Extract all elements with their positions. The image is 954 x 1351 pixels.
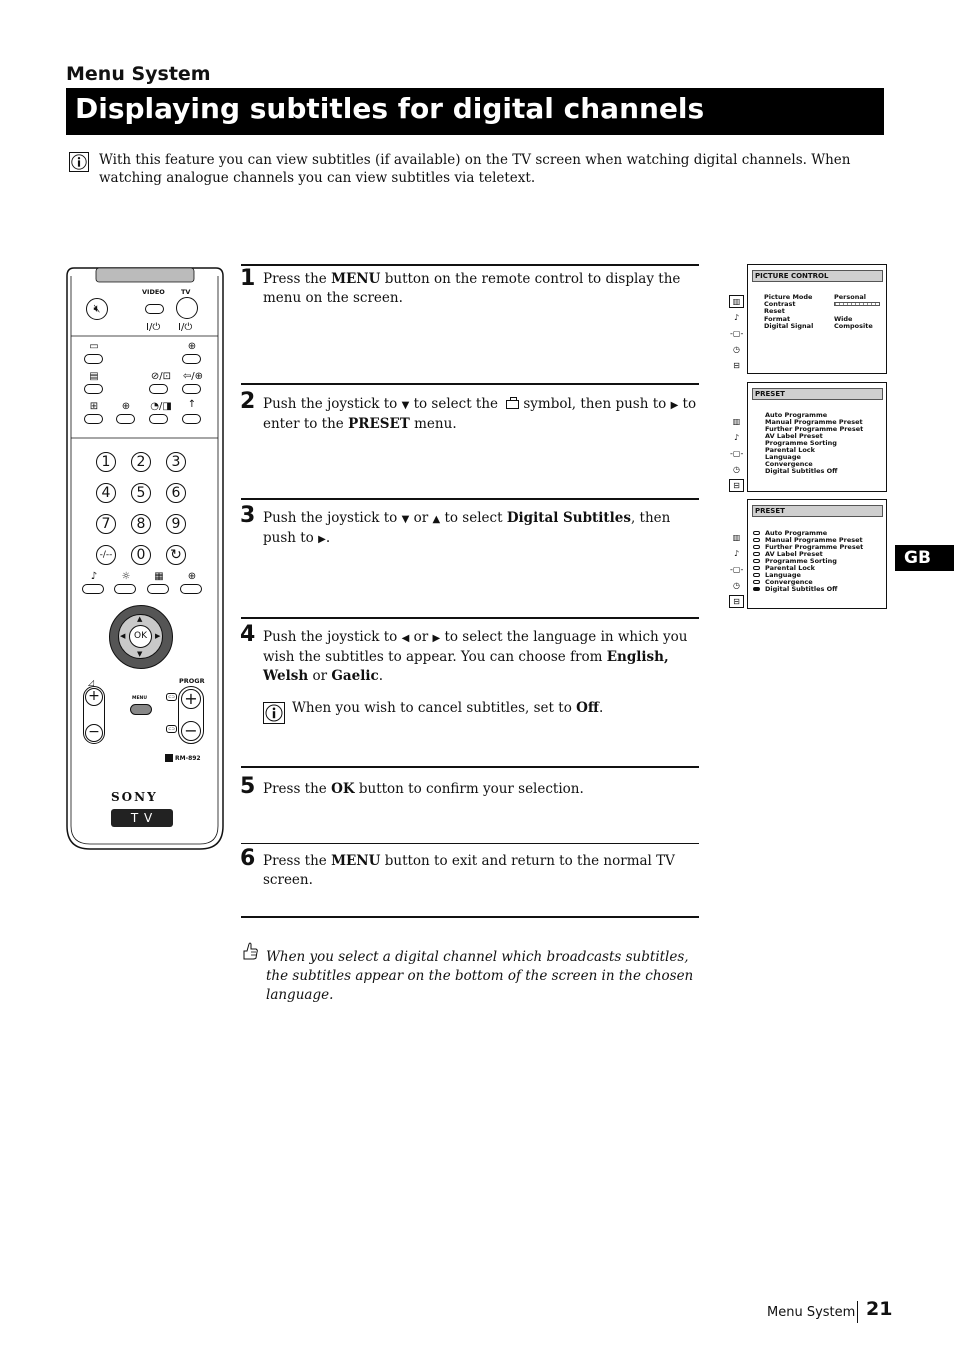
section-label: Menu System bbox=[66, 63, 211, 85]
menu-value: Wide bbox=[834, 315, 853, 323]
tv-badge: T V bbox=[111, 809, 173, 827]
mute-button[interactable] bbox=[86, 298, 108, 320]
screen-adjust-icon: ⊕ bbox=[187, 571, 197, 582]
sound-icon: ♪ bbox=[729, 311, 744, 324]
step-number: 2 bbox=[240, 389, 256, 414]
selected-option-radio bbox=[753, 587, 760, 591]
programme-down-icon: − bbox=[181, 721, 201, 741]
display-icon: ▭ bbox=[89, 341, 99, 352]
menu-label: MENU bbox=[132, 696, 147, 701]
remote-control-illustration bbox=[66, 266, 224, 851]
number-4-button[interactable]: 4 bbox=[96, 483, 116, 503]
preset-icon: ⊟ bbox=[729, 595, 744, 608]
preset-icon: ⊟ bbox=[729, 359, 744, 372]
menu-item: Auto Programme bbox=[765, 411, 828, 419]
preset-selection-screen bbox=[730, 499, 887, 609]
p-p-icon: ⊂⊃ bbox=[166, 725, 177, 733]
joystick-right-arrow: ▶ bbox=[155, 632, 161, 640]
teletext-icon: ▤ bbox=[89, 371, 99, 382]
brand-logo: SONY bbox=[111, 790, 158, 804]
menu-item: Parental Lock bbox=[765, 564, 815, 572]
joystick-down-arrow: ▼ bbox=[137, 650, 143, 658]
option-radio bbox=[753, 552, 760, 556]
a-b-icon: ⊂⊃ bbox=[166, 693, 177, 701]
volume-up-icon: + bbox=[85, 688, 103, 706]
hold-icon: ⊘/⊡ bbox=[150, 371, 172, 382]
teletext-button[interactable] bbox=[84, 384, 103, 394]
page-title: Displaying subtitles for digital channels bbox=[75, 92, 705, 125]
step-6-text: Press the MENU button to exit and return to the normal TV screen. bbox=[263, 853, 675, 888]
sound-icon: ♪ bbox=[729, 431, 744, 444]
number-0-button[interactable]: 0 bbox=[131, 545, 151, 565]
footer-section-label: Menu System bbox=[767, 1305, 856, 1320]
timer-icon: ◷ bbox=[729, 579, 744, 592]
sound-mode-icon: ♪ bbox=[90, 571, 98, 582]
step-4-note: When you wish to cancel subtitles, set to Off. bbox=[292, 700, 604, 716]
number-7-button[interactable]: 7 bbox=[96, 514, 116, 534]
option-radio bbox=[753, 531, 760, 535]
preset-toolbox-icon bbox=[506, 400, 519, 409]
number-1-button[interactable]: 1 bbox=[96, 452, 116, 472]
menu-item: AV Label Preset bbox=[765, 550, 823, 558]
joystick-up-arrow: ▲ bbox=[137, 615, 143, 623]
input-select-icon: ⇦/⊕ bbox=[182, 371, 204, 382]
step-divider bbox=[241, 264, 699, 266]
text-mode-button[interactable] bbox=[84, 414, 103, 424]
number-6-button[interactable]: 6 bbox=[166, 483, 186, 503]
menu-item: Picture Mode bbox=[764, 293, 813, 301]
option-radio bbox=[753, 538, 760, 542]
info-icon bbox=[69, 152, 89, 172]
menu-item: Further Programme Preset bbox=[765, 425, 864, 433]
menu-item: Digital Signal bbox=[764, 322, 814, 330]
step-5-text: Press the OK button to confirm your selection. bbox=[263, 781, 584, 797]
joystick-left-arrow: ◀ bbox=[120, 632, 126, 640]
wide-mode-icon: ▦ bbox=[154, 571, 164, 582]
menu-value: Composite bbox=[834, 322, 873, 330]
option-radio bbox=[753, 580, 760, 584]
step-4-text: Push the joystick to ◀ or ▶ to select the language in which you wish the subtitles to appear. You can choose from English, Welsh or Gaelic. bbox=[263, 629, 688, 684]
volume-down-icon: − bbox=[85, 724, 103, 742]
number-5-button[interactable]: 5 bbox=[131, 483, 151, 503]
info-button[interactable] bbox=[182, 354, 201, 364]
number-2-button[interactable]: 2 bbox=[131, 452, 151, 472]
tv-label: TV bbox=[181, 288, 191, 296]
step-number: 1 bbox=[240, 266, 256, 291]
option-radio bbox=[753, 559, 760, 563]
language-tab: GB bbox=[895, 545, 954, 571]
screen-header: PRESET bbox=[752, 505, 883, 517]
menu-item: Language bbox=[765, 453, 801, 461]
menu-item: Convergence bbox=[765, 460, 813, 468]
picture-icon: ▥ bbox=[729, 415, 744, 428]
step-divider bbox=[241, 766, 699, 768]
remote-model-badge-icon bbox=[165, 754, 173, 762]
picture-mode-icon: ☼ bbox=[121, 571, 131, 582]
programme-rocker[interactable] bbox=[178, 686, 204, 744]
info-icon: ⊕ bbox=[187, 341, 197, 352]
input-select-button[interactable] bbox=[182, 384, 201, 394]
tv-standby-button[interactable] bbox=[176, 297, 198, 319]
ok-button[interactable]: OK bbox=[129, 625, 152, 648]
wide-mode-button[interactable] bbox=[147, 584, 169, 594]
step-divider bbox=[241, 617, 699, 619]
remote-model-label: RM-892 bbox=[175, 755, 201, 762]
menu-item: Parental Lock bbox=[765, 446, 815, 454]
step-2-text: Push the joystick to ▼ to select the symbol, then push to ▶ to enter to the PRESET menu. bbox=[263, 396, 697, 432]
hint-hand-icon bbox=[241, 941, 259, 961]
menu-item: Format bbox=[764, 315, 791, 323]
step-divider bbox=[241, 498, 699, 500]
footer-divider bbox=[857, 1301, 858, 1323]
menu-item: Contrast bbox=[764, 300, 796, 308]
page-number: 21 bbox=[866, 1298, 893, 1320]
option-radio bbox=[753, 545, 760, 549]
menu-value: Personal bbox=[834, 293, 866, 301]
hold-button[interactable] bbox=[149, 384, 168, 394]
menu-item: Digital Subtitles Off bbox=[765, 585, 838, 593]
up-arrow-icon: ↑ bbox=[187, 399, 197, 410]
jump-button[interactable] bbox=[166, 545, 186, 565]
info-icon bbox=[263, 702, 285, 724]
picture-icon: ▥ bbox=[729, 531, 744, 544]
picture-mode-button[interactable] bbox=[114, 584, 136, 594]
step-number: 6 bbox=[240, 846, 256, 871]
display-button[interactable] bbox=[84, 354, 103, 364]
text-mode-icon: ⊞ bbox=[89, 401, 99, 412]
position-button[interactable] bbox=[182, 414, 201, 424]
step-divider bbox=[241, 916, 699, 918]
picture-icon: ▥ bbox=[729, 295, 744, 308]
timer-icon: ◷ bbox=[729, 343, 744, 356]
option-radio bbox=[753, 566, 760, 570]
sound-icon: ♪ bbox=[729, 547, 744, 560]
step-number: 3 bbox=[240, 503, 256, 528]
step-number: 5 bbox=[240, 774, 256, 799]
progr-label: PROGR bbox=[179, 677, 205, 685]
option-radio bbox=[753, 573, 760, 577]
video-standby-label: I/⏻ bbox=[146, 322, 161, 333]
menu-item: Manual Programme Preset bbox=[765, 418, 863, 426]
volume-rocker[interactable] bbox=[83, 686, 105, 744]
tv-standby-label: I/⏻ bbox=[178, 322, 193, 333]
screen-header: PRESET bbox=[752, 388, 883, 400]
features-icon: -▢- bbox=[730, 449, 744, 458]
menu-item: Further Programme Preset bbox=[765, 543, 864, 551]
menu-item: Convergence bbox=[765, 578, 813, 586]
intro-paragraph: With this feature you can view subtitles (if available) on the TV screen when watching digital channels. When watching analogue channels you can view subtitles via teletext. bbox=[99, 152, 851, 186]
step-1-text: Press the MENU button on the remote control to display the menu on the screen. bbox=[263, 271, 681, 306]
menu-item: Digital Subtitles Off bbox=[765, 467, 838, 475]
title-bar bbox=[66, 88, 884, 135]
step-3-text: Push the joystick to ▼ or ▲ to select Digital Subtitles, then push to ▶. bbox=[263, 510, 671, 546]
jump-icon: ↻ bbox=[170, 547, 182, 563]
menu-item: Programme Sorting bbox=[765, 557, 837, 565]
screen-adjust-button[interactable] bbox=[180, 584, 202, 594]
reveal-button[interactable] bbox=[116, 414, 135, 424]
video-label: VIDEO bbox=[142, 288, 165, 296]
timer-icon: ◷ bbox=[729, 463, 744, 476]
menu-item: Auto Programme bbox=[765, 529, 828, 537]
sound-mode-button[interactable] bbox=[82, 584, 104, 594]
pip-button[interactable] bbox=[149, 414, 168, 424]
reveal-icon: ⊕ bbox=[121, 401, 131, 412]
menu-item: Programme Sorting bbox=[765, 439, 837, 447]
contrast-slider bbox=[834, 302, 880, 306]
step-divider bbox=[241, 843, 699, 844]
joystick[interactable] bbox=[109, 605, 173, 669]
number-9-button[interactable]: 9 bbox=[166, 514, 186, 534]
number-8-button[interactable]: 8 bbox=[131, 514, 151, 534]
menu-item: Reset bbox=[764, 307, 785, 315]
features-icon: -▢- bbox=[730, 329, 744, 338]
step-divider bbox=[241, 383, 699, 385]
menu-item: Manual Programme Preset bbox=[765, 536, 863, 544]
features-icon: -▢- bbox=[730, 565, 744, 574]
tip-text: When you select a digital channel which broadcasts subtitles, the subtitles appear on the bottom of the screen in the chosen language. bbox=[266, 949, 694, 1003]
menu-item: AV Label Preset bbox=[765, 432, 823, 440]
mute-icon: 🔇︎ bbox=[93, 302, 101, 315]
video-standby-button[interactable] bbox=[145, 304, 164, 314]
step-number: 4 bbox=[240, 622, 256, 647]
number-3-button[interactable]: 3 bbox=[166, 452, 186, 472]
programme-up-icon: + bbox=[181, 689, 201, 709]
preset-icon: ⊟ bbox=[729, 479, 744, 492]
menu-button[interactable] bbox=[130, 704, 152, 715]
double-digit-button[interactable]: -/-- bbox=[96, 545, 116, 565]
screen-header: PICTURE CONTROL bbox=[752, 270, 883, 282]
volume-icon: ◿ bbox=[88, 678, 95, 687]
menu-item: Language bbox=[765, 571, 801, 579]
preset-screen bbox=[730, 382, 887, 492]
picture-control-screen bbox=[730, 264, 887, 374]
pip-icon: ◔/◨ bbox=[150, 401, 172, 412]
